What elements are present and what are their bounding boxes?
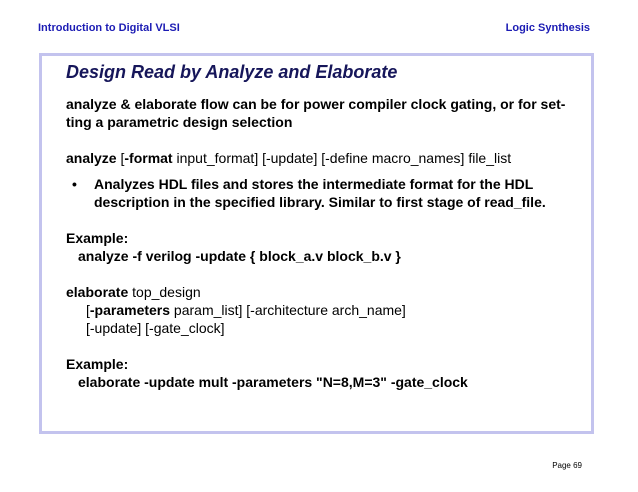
- slide-content: [66, 62, 596, 391]
- format-option: -format: [124, 150, 173, 166]
- elaborate-syntax: [66, 283, 596, 301]
- analyze-bracket: [: [120, 150, 125, 166]
- header-section-title: Logic Synthesis: [505, 22, 590, 34]
- bullet-symbol: •: [72, 176, 77, 192]
- bullet-line-1: Analyzes HDL files and stores the intermediate format for the HDL: [94, 176, 534, 192]
- elaborate-line-2-args: param_list] [-architecture arch_name]: [170, 302, 406, 318]
- intro-line-1: analyze & elaborate flow can be for power compiler clock gating, or for set-: [66, 96, 566, 112]
- example2-label: Example:: [66, 356, 129, 372]
- elaborate-line-3: [-update] [-gate_clock]: [86, 320, 225, 336]
- parameters-option: -parameters: [89, 302, 171, 318]
- slide-title: Design Read by Analyze and Elaborate: [66, 62, 398, 82]
- bullet-line-2: description in the specified library. Similar to first stage of read_file.: [94, 194, 546, 210]
- analyze-syntax: [66, 149, 596, 167]
- example1-label: Example:: [66, 230, 129, 246]
- analyze-keyword: analyze: [66, 150, 117, 166]
- bullet-item: [66, 175, 596, 211]
- example1-code: analyze -f verilog -update { block_a.v block_b.v }: [78, 248, 401, 264]
- elaborate-line-2: [66, 301, 596, 319]
- page-number: Page 69: [552, 461, 582, 470]
- analyze-args: input_format] [-update] [-define macro_names] file_list: [172, 150, 512, 166]
- elaborate-keyword: elaborate: [66, 284, 129, 300]
- elaborate-args: top_design: [128, 284, 201, 300]
- elaborate-bracket: [: [86, 302, 90, 318]
- example2-code: elaborate -update mult -parameters "N=8,M=3" -gate_clock: [78, 374, 468, 390]
- header-course-title: Introduction to Digital VLSI: [38, 22, 180, 34]
- intro-line-2: ting a parametric design selection: [66, 114, 293, 130]
